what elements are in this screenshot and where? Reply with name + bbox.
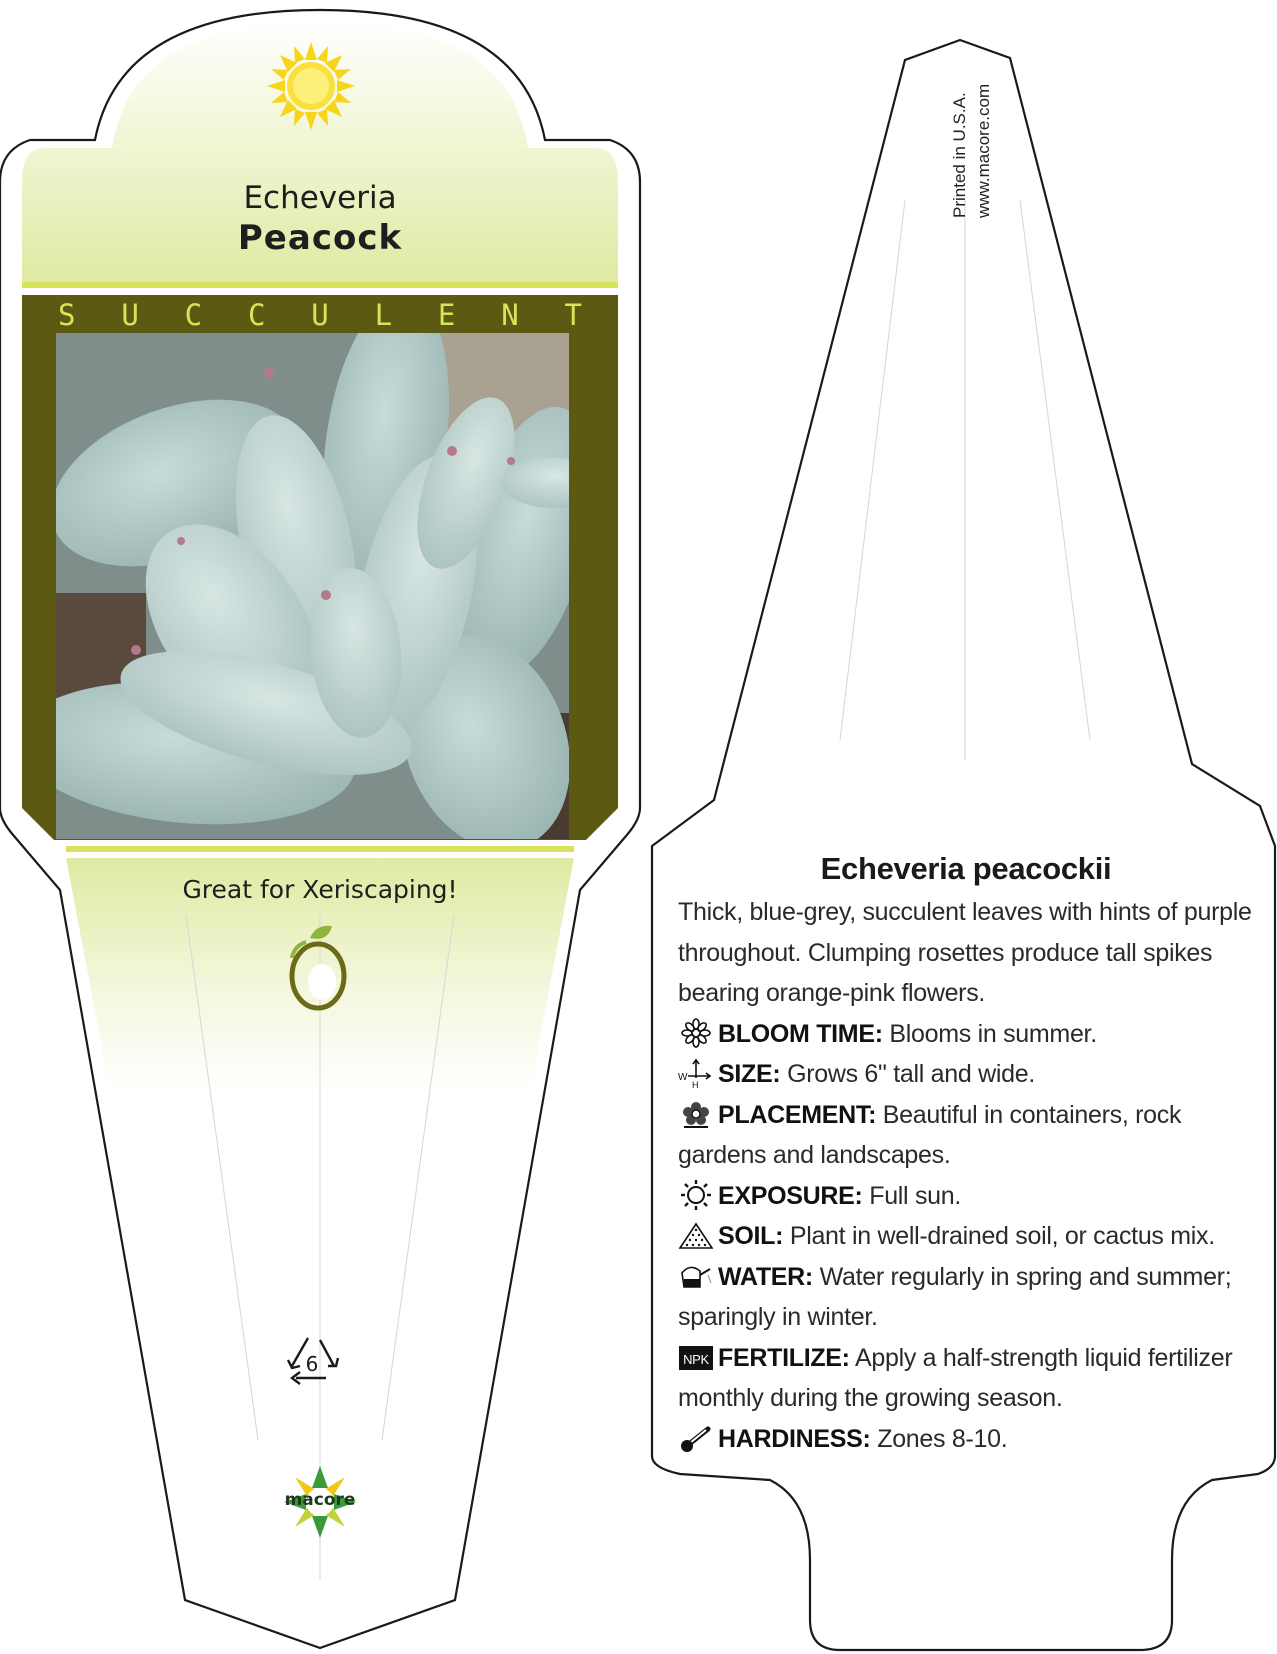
category-letter: U [121,298,139,332]
care-placement [678,1095,1254,1176]
plant-photo [56,333,569,839]
brand-name: macore [284,1490,356,1510]
size-h-label: H [692,1080,699,1088]
care-label: FERTILIZE: [718,1343,850,1372]
care-bloom-time [678,1014,1254,1055]
plant-description [678,848,1254,1459]
care-label: SIZE: [718,1060,781,1088]
category-letter: T [564,298,582,332]
common-name: Echeveria [243,180,397,216]
care-label: SOIL: [718,1222,784,1250]
care-label: EXPOSURE: [718,1181,863,1210]
printed-in-usa [948,48,1000,218]
category-letter: N [501,298,519,332]
care-text: Zones 8-10. [877,1424,1008,1453]
sun-icon [678,1180,714,1210]
care-exposure [678,1176,1254,1217]
care-label: PLACEMENT: [718,1100,877,1129]
care-soil [678,1216,1254,1257]
sun-icon [267,42,355,130]
care-fertilize [678,1338,1254,1419]
care-label: WATER: [718,1262,813,1291]
botanical-name: Echeveria peacockii [820,851,1112,886]
slogan: Great for Xeriscaping! [182,875,458,904]
care-text: Plant in well-drained soil, or cactus mix. [789,1222,1215,1250]
description-text: Thick, blue-grey, succulent leaves with hints of purple throughout. Clumping rosettes produce tall spikes bearing orange-pink flowers. [678,898,1252,1007]
recycle-number: 6 [305,1352,319,1376]
care-water [678,1257,1254,1338]
care-text: Apply a half-strength liquid fertilizer monthly during the growing season. [678,1343,1233,1412]
category-letter: U [311,298,329,332]
cultivar-name: Peacock [237,218,403,258]
category-letter: S [58,298,76,332]
soil-pile-icon [678,1220,714,1250]
care-text: Full sun. [869,1181,962,1210]
category-label [22,298,618,330]
care-text: Grows 6" tall and wide. [787,1060,1035,1088]
printed-line-1: Printed in U.S.A. [950,92,969,218]
care-label: BLOOM TIME: [718,1019,883,1048]
care-label: HARDINESS: [718,1424,871,1453]
npk-fertilizer-icon [678,1342,714,1372]
watering-can-icon [678,1261,714,1291]
care-text: Beautiful in containers, rock gardens and landscapes. [678,1100,1182,1169]
care-hardiness [678,1419,1254,1460]
size-w-label: W [678,1072,688,1083]
category-letter: E [437,298,456,332]
care-size [678,1054,1254,1095]
placement-flower-icon [678,1099,714,1129]
category-letter: C [247,298,266,332]
flower-icon [678,1018,714,1048]
printed-line-2: www.macore.com [974,83,993,218]
care-text: Water regularly in spring and summer; sparingly in winter. [678,1262,1232,1331]
care-text: Blooms in summer. [889,1019,1097,1048]
size-arrows-icon [678,1058,714,1088]
npk-text: NPK [683,1351,709,1367]
category-letter: C [184,298,203,332]
thermometer-icon [678,1423,714,1453]
category-letter: L [374,298,393,332]
